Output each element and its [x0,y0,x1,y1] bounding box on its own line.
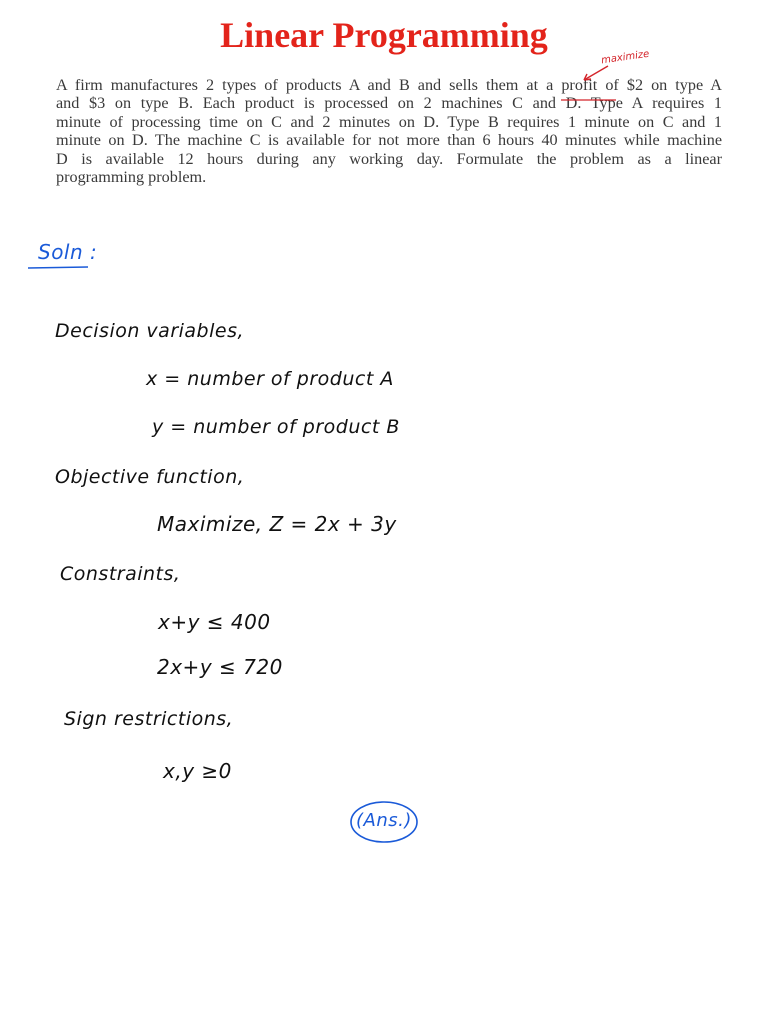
problem-line: and $3 on type B. Each product is processed on 2 machines C and D. Type A requires 1 [56,94,722,113]
decision-variables-heading: Decision variables, [55,320,245,342]
solution-underline [28,267,88,268]
problem-line: minute on D. The machine C is available for not more than 6 hours 40 minutes while machine [56,131,722,150]
constraints-heading: Constraints, [60,563,181,585]
problem-line: A firm manufactures 2 types of products A and B and sells them at a profit of $2 on type A [56,76,722,94]
problem-line: minute of processing time on C and 2 minutes on D. Type B requires 1 minute on C and 1 [56,112,722,131]
problem-line: programming problem. [56,168,207,187]
constraint-2: 2x+y ≤ 720 [157,655,283,679]
sign-restrictions-heading: Sign restrictions, [64,708,234,730]
constraint-1: x+y ≤ 400 [158,610,271,634]
page-title: Linear Programming [220,15,548,55]
problem-statement [56,76,722,186]
objective-function-heading: Objective function, [55,466,245,488]
decision-variable-x: x = number of product A [146,368,394,390]
decision-variable-y: y = number of product B [152,416,400,438]
maximize-annotation: maximize [600,48,651,67]
solution-label: Soln : [38,240,98,264]
problem-line: D is available 12 hours during any working day. Formulate the problem as a linear [56,149,722,168]
sign-condition: x,y ≥0 [163,759,232,783]
answer-mark: (Ans.) [356,810,412,831]
objective-function: Maximize, Z = 2x + 3y [157,512,397,536]
